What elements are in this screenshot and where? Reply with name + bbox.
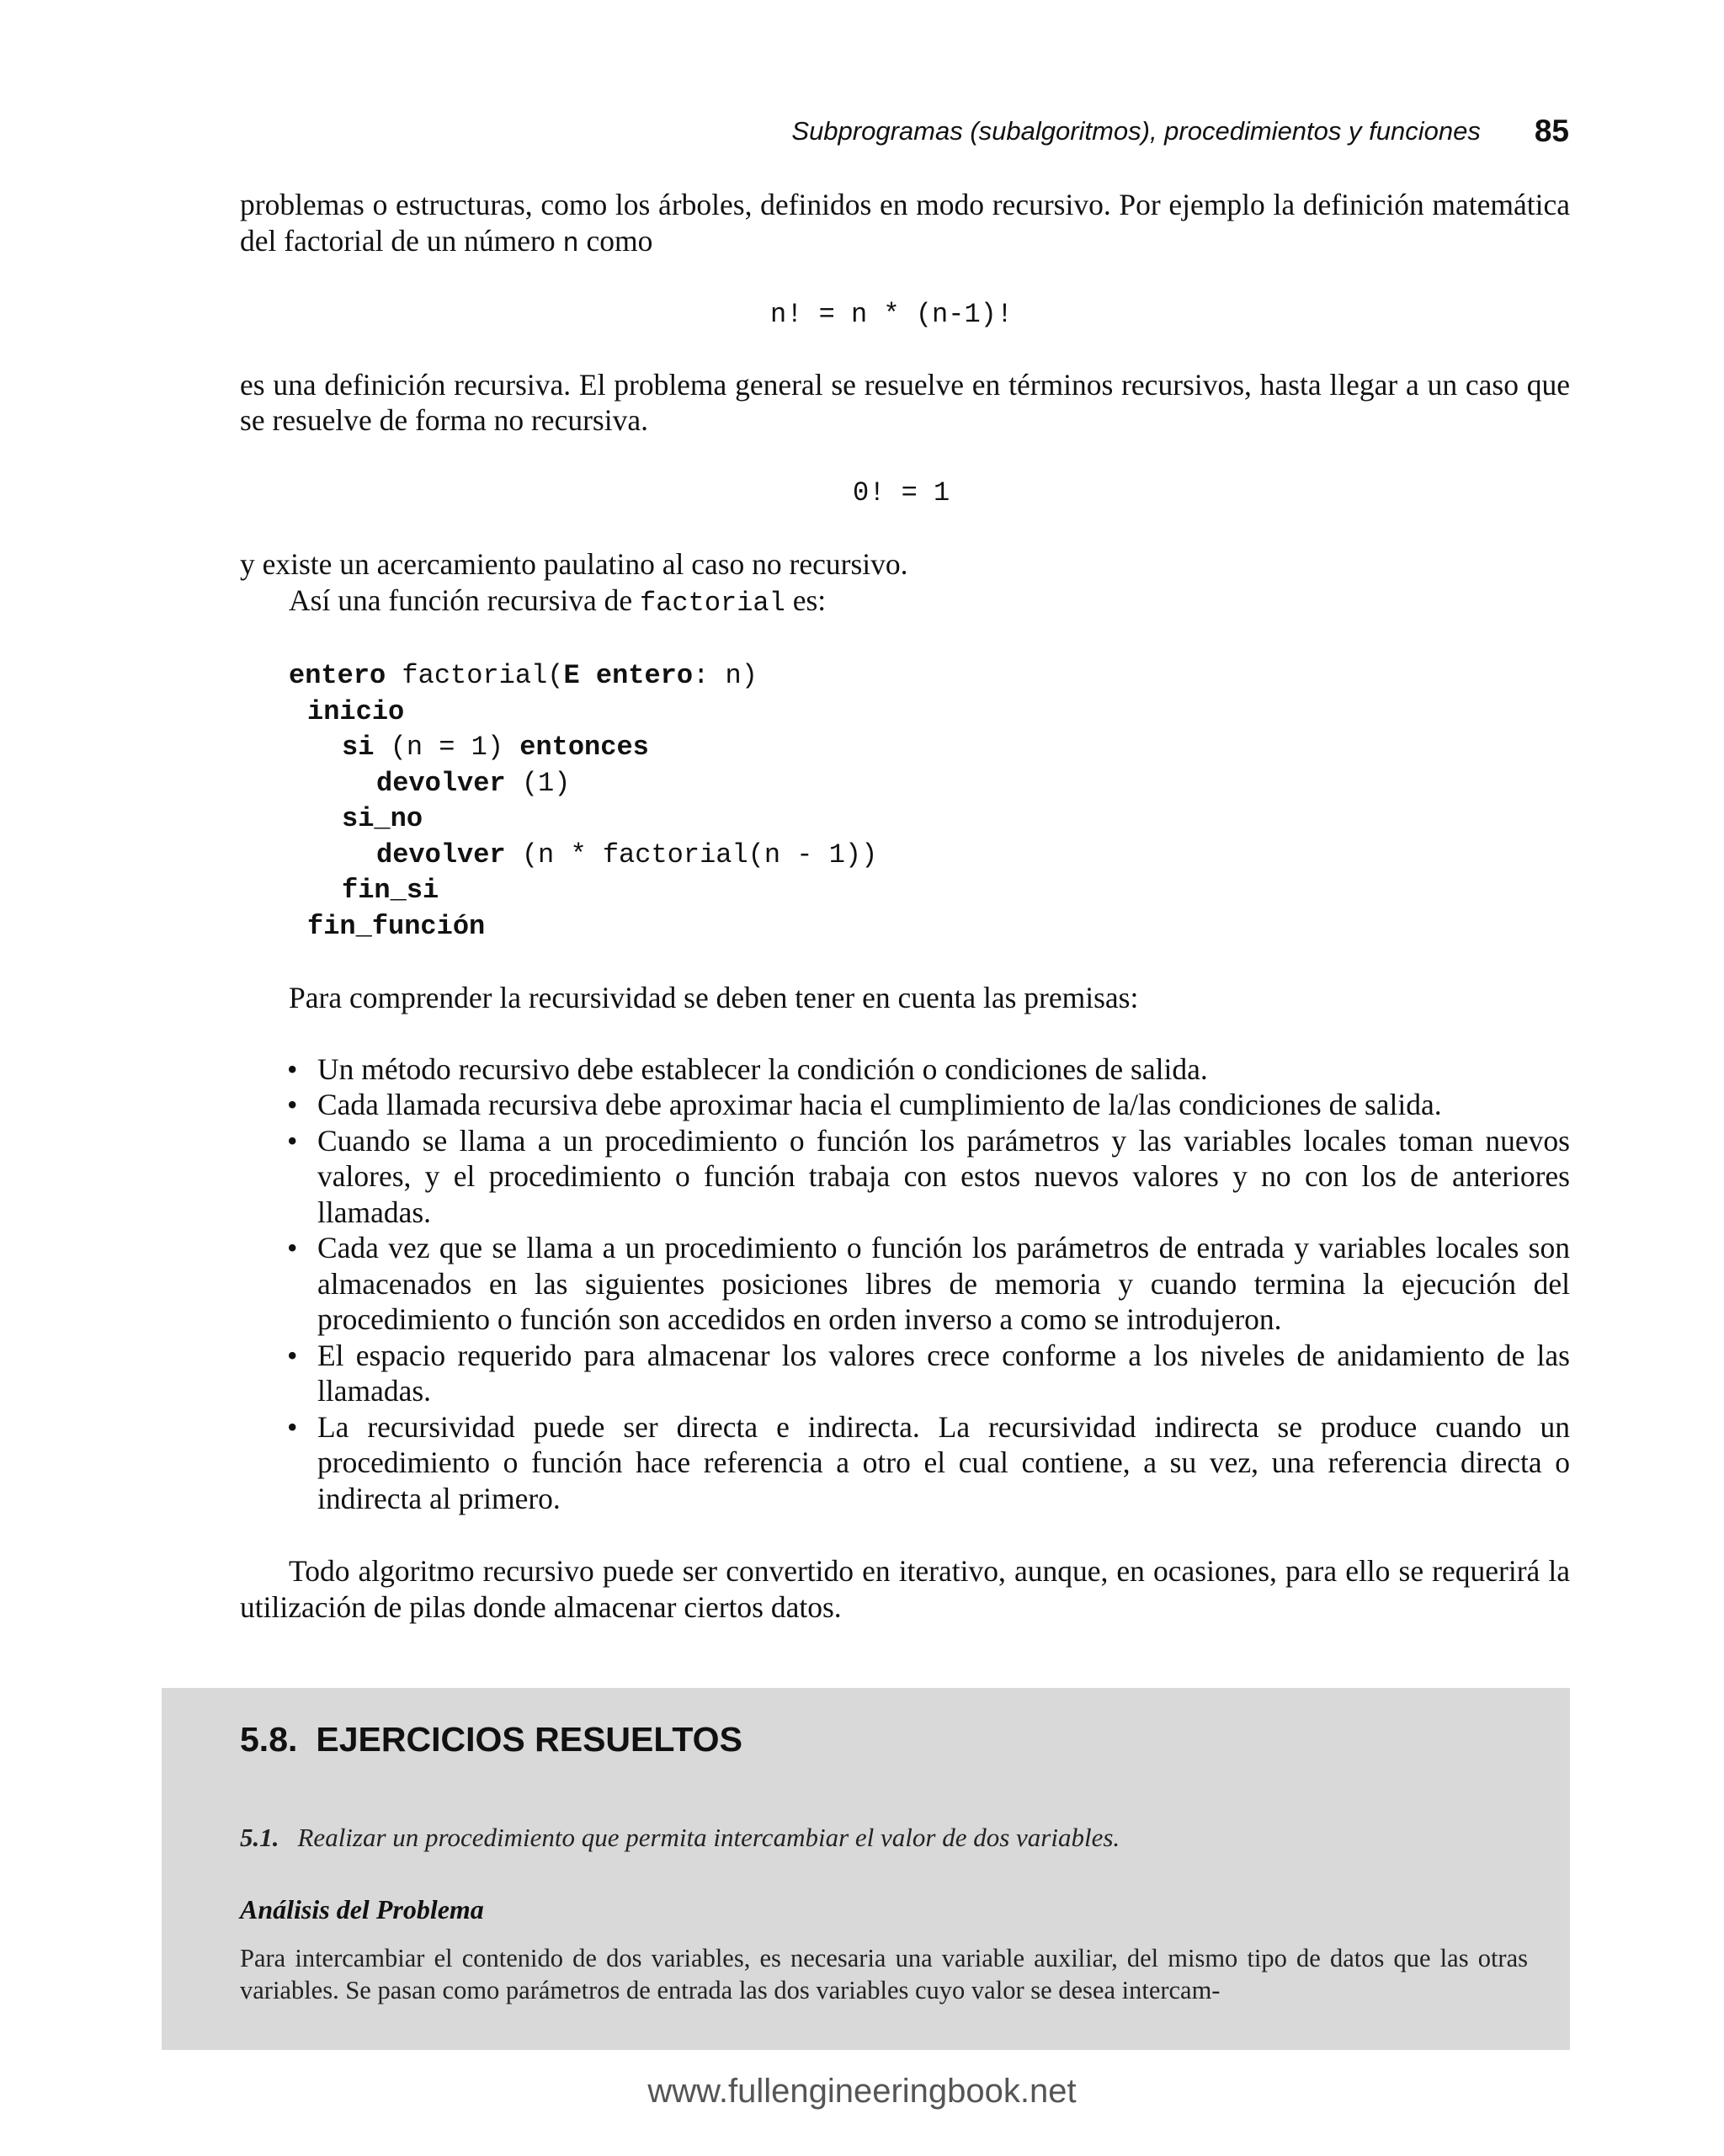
formula-recursive-factorial: n! = n * (n-1)!	[770, 299, 1014, 330]
code-line: entero factorial(E entero: n)	[289, 660, 758, 691]
bullet-icon: •	[287, 1051, 298, 1086]
running-header	[240, 108, 1569, 155]
page-number: 85	[1534, 114, 1569, 148]
paragraph-approach: y existe un acercamiento paulatino al caso no recursivo.	[240, 547, 908, 581]
code-line: devolver (1)	[376, 767, 571, 799]
running-title: Subprogramas (subalgoritmos), procedimientos y funciones	[791, 116, 1481, 146]
list-item: • Cuando se llama a un procedimiento o función los parámetros y las variables locales toman nuevos valores, y el procedimiento o función trabaja con estos nuevos valores y no con los de anteriores llamadas.	[287, 1123, 1570, 1229]
bullet-icon: •	[287, 1409, 298, 1444]
exercise-item: 5.1. Realizar un procedimiento que permita intercambiar el valor de dos variables.	[240, 1823, 1120, 1852]
paragraph-function-intro: Así una función recursiva de factorial es:	[289, 583, 827, 619]
code-line: devolver (n * factorial(n - 1))	[376, 838, 878, 870]
code-block-factorial	[289, 658, 1570, 945]
analysis-heading: Análisis del Problema	[240, 1894, 484, 1924]
solved-exercises-box	[162, 1688, 1570, 2050]
section-heading: 5.8. EJERCICIOS RESUELTOS	[240, 1720, 742, 1759]
bullet-icon: •	[287, 1123, 298, 1158]
paragraph-closing: Todo algoritmo recursivo puede ser convertido en iterativo, aunque, en ocasiones, para ello se requerirá la utilización de pilas donde almacenar ciertos datos.	[240, 1554, 1570, 1624]
premises-list	[240, 1051, 1570, 1517]
list-item: • Cada llamada recursiva debe aproximar hacia el cumplimiento de la/las condiciones de salida.	[287, 1088, 1442, 1121]
code-line: fin_función	[307, 910, 486, 942]
analysis-text: Para intercambiar el contenido de dos variables, es necesaria una variable auxiliar, del mismo tipo de datos que las otras variables. Se pasan como parámetros de entrada las dos variables cuyo valor se desea intercam-	[240, 1944, 1528, 2004]
list-item: • La recursividad puede ser directa e indirecta. La recursividad indirecta se produce cuando un procedimiento o función hace referencia a otro el cual contiene, a su vez, una referencia directa o indirecta al primero.	[287, 1409, 1570, 1515]
code-line: fin_si	[342, 875, 439, 906]
code-line: si (n = 1) entonces	[342, 732, 649, 763]
list-item: • Cada vez que se llama a un procedimiento o función los parámetros de entrada y variables locales son almacenados en las siguientes posiciones libres de memoria y cuando termina la ejecución del procedimiento o función son accedidos en orden inverso a como se introdujeron.	[287, 1231, 1570, 1336]
bullet-icon: •	[287, 1231, 298, 1264]
watermark-url: www.fullengineeringbook.net	[647, 2073, 1077, 2110]
bullet-icon: •	[287, 1088, 298, 1121]
code-line: inicio	[307, 695, 405, 727]
inline-code-n: n	[562, 227, 579, 259]
list-item: • Un método recursivo debe establecer la condición o condiciones de salida.	[287, 1051, 1208, 1086]
bullet-icon: •	[287, 1338, 298, 1372]
paragraph-factorial-intro: problemas o estructuras, como los árboles, definidos en modo recursivo. Por ejemplo la definición matemática del factorial de un número n como	[240, 188, 1570, 259]
code-line: si_no	[342, 803, 423, 834]
paragraph-recursive-definition: es una definición recursiva. El problema general se resuelve en términos recursivos, hasta llegar a un caso que se resuelve de forma no recursiva.	[240, 367, 1570, 437]
inline-code-factorial: factorial	[640, 587, 785, 619]
formula-base-case: 0! = 1	[853, 476, 950, 508]
main-text	[240, 187, 1570, 1625]
list-item: • El espacio requerido para almacenar los valores crece conforme a los niveles de anidamiento de las llamadas.	[287, 1338, 1570, 1408]
paragraph-premises-intro: Para comprender la recursividad se deben tener en cuenta las premisas:	[289, 981, 1139, 1014]
